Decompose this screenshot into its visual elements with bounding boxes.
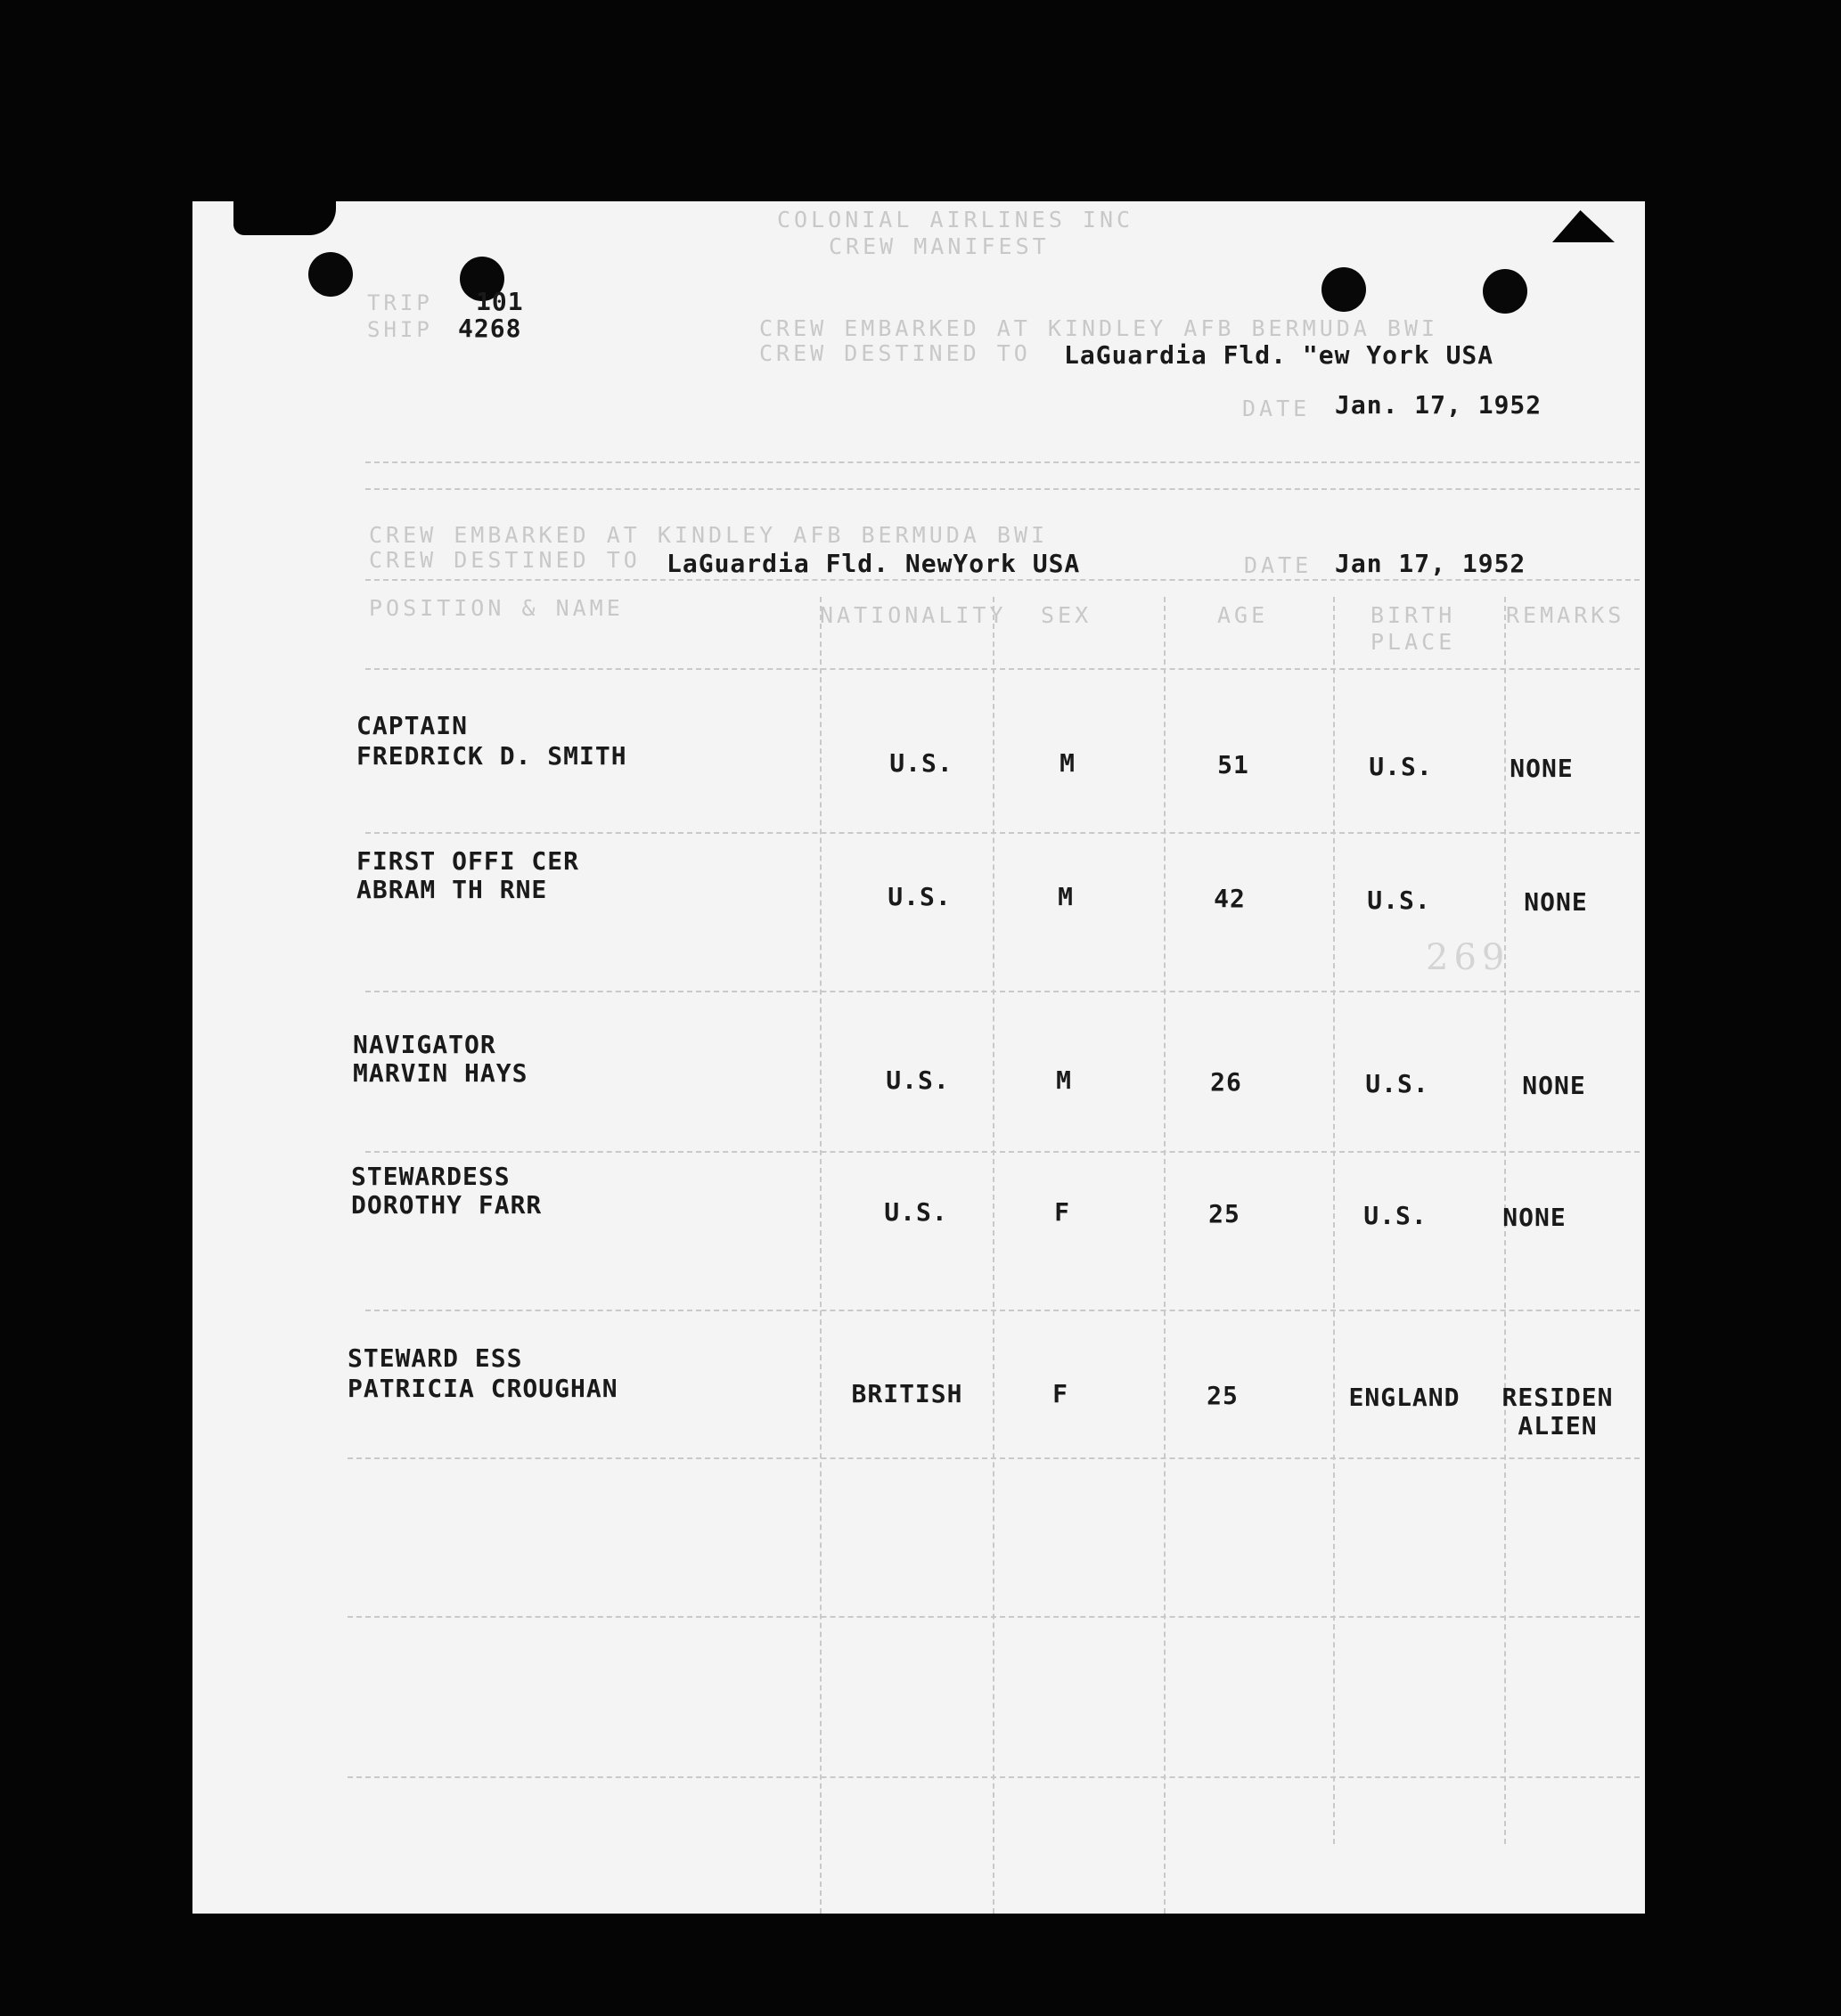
column-rule: [1164, 597, 1166, 1914]
crew-remarks: NONE: [1502, 1203, 1567, 1232]
crew-birth-place: U.S.: [1369, 752, 1433, 781]
crew-birth-place: U.S.: [1367, 886, 1431, 915]
crew-age: 25: [1207, 1381, 1239, 1410]
col-header-remarks: REMARKS: [1506, 602, 1625, 628]
destined-label: CREW DESTINED TO: [759, 340, 1031, 366]
crew-sex: M: [1058, 882, 1074, 911]
trip-label: TRIP: [367, 290, 433, 315]
torn-corner-left: [233, 198, 336, 235]
crew-birth-place: U.S.: [1365, 1069, 1429, 1098]
col-header-place: PLACE: [1371, 629, 1456, 655]
date: Jan. 17, 1952: [1335, 390, 1542, 420]
col-header-sex: SEX: [1041, 602, 1092, 628]
crew-nationality: U.S.: [889, 748, 953, 778]
crew-nationality: U.S.: [888, 882, 952, 911]
crew-sex: M: [1060, 748, 1076, 778]
col-header-birth: BIRTH: [1371, 602, 1456, 628]
stamp-number: 269: [1426, 937, 1510, 978]
crew-position: STEWARD ESS: [348, 1343, 523, 1373]
crew-age: 42: [1214, 884, 1246, 913]
crew-sex: M: [1056, 1065, 1072, 1095]
crew-name: ABRAM TH RNE: [356, 875, 548, 904]
crew-name: FREDRICK D. SMITH: [356, 741, 627, 771]
embarked-label: CREW EMBARKED AT KINDLEY AFB BERMUDA BWI: [759, 315, 1439, 341]
col-header-nationality: NATIONALITY: [820, 602, 1007, 628]
crew-nationality: U.S.: [886, 1065, 950, 1095]
crew-age: 26: [1210, 1067, 1242, 1097]
crew-remarks: RESIDEN: [1501, 1383, 1614, 1412]
rule: [365, 1310, 1640, 1311]
crew-position: NAVIGATOR: [353, 1030, 496, 1059]
crew-remarks-line-2: ALIEN: [1518, 1411, 1598, 1441]
crew-remarks: NONE: [1524, 887, 1588, 917]
ship-number: 4268: [458, 314, 522, 343]
rule: [365, 1151, 1640, 1153]
crew-age: 25: [1208, 1199, 1240, 1228]
rule: [365, 991, 1640, 992]
crew-name: MARVIN HAYS: [353, 1058, 528, 1088]
crew-name: DOROTHY FARR: [351, 1190, 543, 1220]
crew-birth-place: U.S.: [1363, 1201, 1428, 1230]
crew-position: STEWARDESS: [351, 1162, 511, 1191]
crew-sex: F: [1052, 1379, 1068, 1408]
rule: [365, 832, 1640, 834]
punch-hole: [1483, 269, 1527, 314]
ship-label: SHIP: [367, 317, 433, 342]
destined-label-2: CREW DESTINED TO: [369, 547, 641, 573]
punch-hole: [308, 252, 353, 297]
column-rule: [820, 597, 822, 1914]
date-label: DATE: [1242, 396, 1311, 421]
rule: [348, 1776, 1640, 1778]
embarked-label-2: CREW EMBARKED AT KINDLEY AFB BERMUDA BWI: [369, 522, 1049, 548]
date-2: Jan 17, 1952: [1335, 549, 1526, 578]
rule: [348, 1616, 1640, 1618]
crew-name: PATRICIA CROUGHAN: [348, 1374, 618, 1403]
col-header-position-name: POSITION & NAME: [369, 595, 624, 621]
crew-remarks: NONE: [1522, 1071, 1586, 1100]
crew-nationality: BRITISH: [851, 1379, 963, 1408]
crew-nationality: U.S.: [884, 1197, 948, 1227]
rule: [365, 488, 1640, 490]
punch-hole: [1321, 267, 1366, 312]
company-name: COLONIAL AIRLINES INC: [777, 207, 1134, 233]
destination: LaGuardia Fld. "ew York USA: [1064, 340, 1494, 370]
crew-age: 51: [1217, 750, 1249, 779]
crew-birth-place: ENGLAND: [1348, 1383, 1461, 1412]
crew-position: CAPTAIN: [356, 711, 469, 740]
destination-2: LaGuardia Fld. NewYork USA: [667, 549, 1081, 578]
column-rule: [993, 597, 994, 1914]
rule: [365, 668, 1640, 670]
date-label-2: DATE: [1244, 552, 1313, 578]
column-rule: [1333, 597, 1335, 1844]
col-header-age: AGE: [1217, 602, 1269, 628]
rule: [365, 579, 1640, 581]
crew-remarks: NONE: [1510, 754, 1574, 783]
crew-sex: F: [1054, 1197, 1070, 1227]
rule: [348, 1457, 1640, 1459]
form-title: CREW MANIFEST: [829, 233, 1050, 259]
rule: [365, 461, 1640, 463]
crew-position: FIRST OFFI CER: [356, 846, 580, 876]
trip-number: 101: [476, 287, 524, 316]
